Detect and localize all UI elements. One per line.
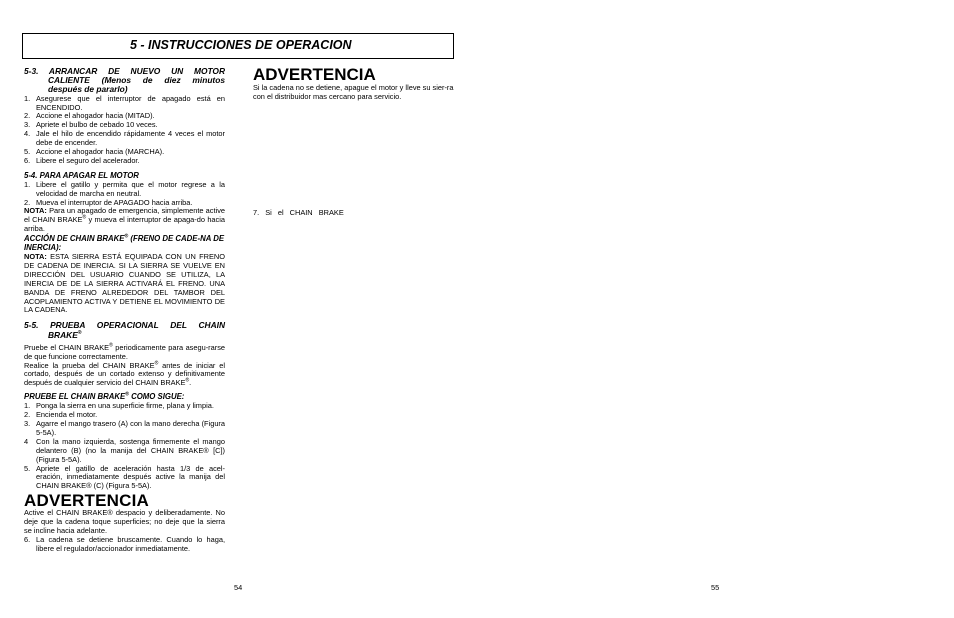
item-text: Libere el gatillo y permita que el motor regrese a la velocidad de marcha en neutral.	[36, 179, 225, 198]
item-text: Agarre el mango trasero (A) con la mano derecha (Figura 5-5A).	[36, 419, 225, 437]
item-text: Con la mano izquierda, sostenga firmemente el mango delantero (B) (no la manija del CHAIN BRAKE® [C]) (Figura 5-5A).	[36, 436, 225, 464]
item-text: Ponga la sierra en una superficie firme, plana y limpia.	[36, 401, 214, 411]
note-text-b: y mueva el interruptor de apaga-do hacia arriba.	[24, 215, 225, 234]
reg-mark: ®	[154, 360, 159, 367]
list-item	[24, 95, 225, 113]
heading-5-3-line1: 5-3. ARRANCAR DE NUEVO UN MOTOR	[24, 66, 225, 76]
left-column	[24, 67, 225, 554]
item-number: 4.	[24, 129, 31, 139]
step-6-list	[24, 536, 225, 554]
item-number: 3.	[24, 120, 31, 130]
para-5-5-a	[24, 344, 225, 362]
item-number: 2.	[24, 111, 31, 121]
section-title: 5 - INSTRUCCIONES DE OPERACION	[130, 38, 352, 52]
item-number: 1.	[24, 179, 31, 189]
reg-mark: ®	[109, 342, 113, 349]
warning-text-left: Active el CHAIN BRAKE® despacio y deliberadamente. No deje que la cadena toque superficies; no deje que la sierra se incline hacia adelante.	[24, 508, 225, 536]
item-number: 5.	[24, 147, 31, 157]
note-text-a: Para un apagado de emergencia, simplemente active el CHAIN BRAKE	[24, 206, 225, 225]
item-text: Libere el seguro del acelerador.	[36, 155, 140, 165]
note-text: ESTA SIERRA ESTÁ EQUIPADA CON UN FRENO DE CADENA DE INERCIA. SI LA SIERRA SE VUELVE EN DIRECCIÓN DEL USUARIO CUANDO SE UTILIZA, LA INERCIA DE DE LA SIERRA ACTIVARÁ EL FRENO. UNA BANDA DE FRENO ALREDEDOR DEL TAMBOR DEL ACOPLAMIENTO ACTIVA Y DETIENE EL MOVIMIENTO DE LA CADENA.	[24, 252, 225, 315]
note-chain-brake	[24, 253, 225, 315]
item-text: La cadena se detiene bruscamente. Cuando lo haga, libere el regulador/accionador inmediatamente.	[36, 534, 225, 553]
steps-5-3	[24, 95, 225, 166]
reg-mark: ®	[82, 214, 87, 221]
list-item	[24, 199, 225, 208]
item-number: 2.	[24, 197, 31, 207]
reg-mark: ®	[125, 391, 129, 398]
heading-5-3	[24, 67, 225, 95]
warning-text-right: Si la cadena no se detiene, apague el motor y lleve su sier-ra con el distribuidor mas cercano para servicio.	[253, 83, 454, 102]
heading-text-b: (FRENO DE CADE-NA DE INERCIA):	[24, 234, 225, 253]
item-number: 1.	[24, 401, 31, 411]
reg-mark: ®	[124, 233, 129, 240]
item-number: 2.	[24, 410, 31, 420]
item-text: Accione el ahogador hacia (MITAD).	[36, 111, 155, 121]
item-number: 1.	[24, 93, 31, 103]
heading-5-3-line3: después de pararlo)	[48, 84, 128, 95]
para-text: .	[189, 378, 192, 388]
list-item	[24, 181, 225, 199]
item-number: 6.	[24, 534, 31, 544]
heading-5-3-line2: CALIENTE (Menos de diez minutos	[48, 75, 225, 86]
heading-5-5-line1: 5-5. PRUEBA OPERACIONAL DEL CHAIN	[24, 320, 225, 331]
warning-title-left: ADVERTENCIA	[24, 491, 149, 511]
item-number: 4	[24, 436, 29, 446]
reg-mark: ®	[185, 377, 190, 384]
item-text: Apriete el gatillo de aceleración hasta 1/3 de acel-eración, inmediatamente después active la manija del CHAIN BRAKE® (C) (Figura 5-5A).	[36, 463, 225, 491]
para-text: periodicamente para asegu-rarse de que funcione correctamente.	[24, 342, 225, 361]
note-5-4	[24, 207, 225, 234]
para-5-5-b	[24, 362, 225, 389]
heading-5-5	[24, 321, 225, 339]
item-text: Mueva el interruptor de APAGADO hacia arriba.	[36, 197, 193, 207]
item-text: Apriete el bulbo de cebado 10 veces.	[36, 120, 158, 130]
note-label: NOTA:	[24, 206, 47, 216]
heading-5-5-text: BRAKE	[48, 329, 78, 340]
heading-5-4: 5-4. PARA APAGAR EL MOTOR	[24, 170, 139, 180]
heading-5-5-line2	[24, 331, 225, 340]
item-number: 3.	[24, 419, 31, 429]
para-text: Pruebe el CHAIN BRAKE	[24, 342, 110, 352]
item-number: 5.	[24, 463, 31, 473]
list-item	[24, 157, 225, 166]
warning-title-right: ADVERTENCIA	[253, 65, 376, 84]
page-number-right: 55	[711, 583, 720, 592]
steps-test-procedure	[24, 402, 225, 491]
para-text: antes de iniciar el cortado, después de un cortado extenso y definitivamente después de cualquier servicio del CHAIN BRAKE	[24, 360, 225, 388]
list-item	[24, 438, 225, 465]
steps-5-4	[24, 181, 225, 208]
heading-text-a: PRUEBE EL CHAIN BRAKE	[24, 392, 126, 402]
heading-chain-brake-action	[24, 235, 225, 253]
list-item	[24, 420, 225, 438]
list-item	[24, 536, 225, 554]
list-item	[24, 130, 225, 148]
page-number-left: 54	[234, 583, 243, 592]
heading-text-b: COMO SIGUE:	[128, 392, 185, 402]
para-text: Realice la prueba del CHAIN BRAKE	[24, 360, 155, 370]
list-item	[24, 465, 225, 492]
item-number: 6.	[24, 155, 31, 165]
item-text: Jale el hilo de encendido rápidamente 4 veces el motor debe de encender.	[36, 129, 225, 148]
note-label: NOTA:	[24, 252, 47, 262]
item-text: Accione el ahogador hacia (MARCHA).	[36, 147, 165, 157]
reg-mark: ®	[77, 329, 82, 336]
item-text: Asegurese que el interruptor de apagado está en ENCENDIDO.	[36, 93, 225, 112]
heading-text-a: ACCIÓN DE CHAIN BRAKE	[24, 234, 125, 244]
step-7: 7. Si el CHAIN BRAKE	[253, 208, 344, 217]
item-text: Encienda el motor.	[36, 410, 98, 420]
